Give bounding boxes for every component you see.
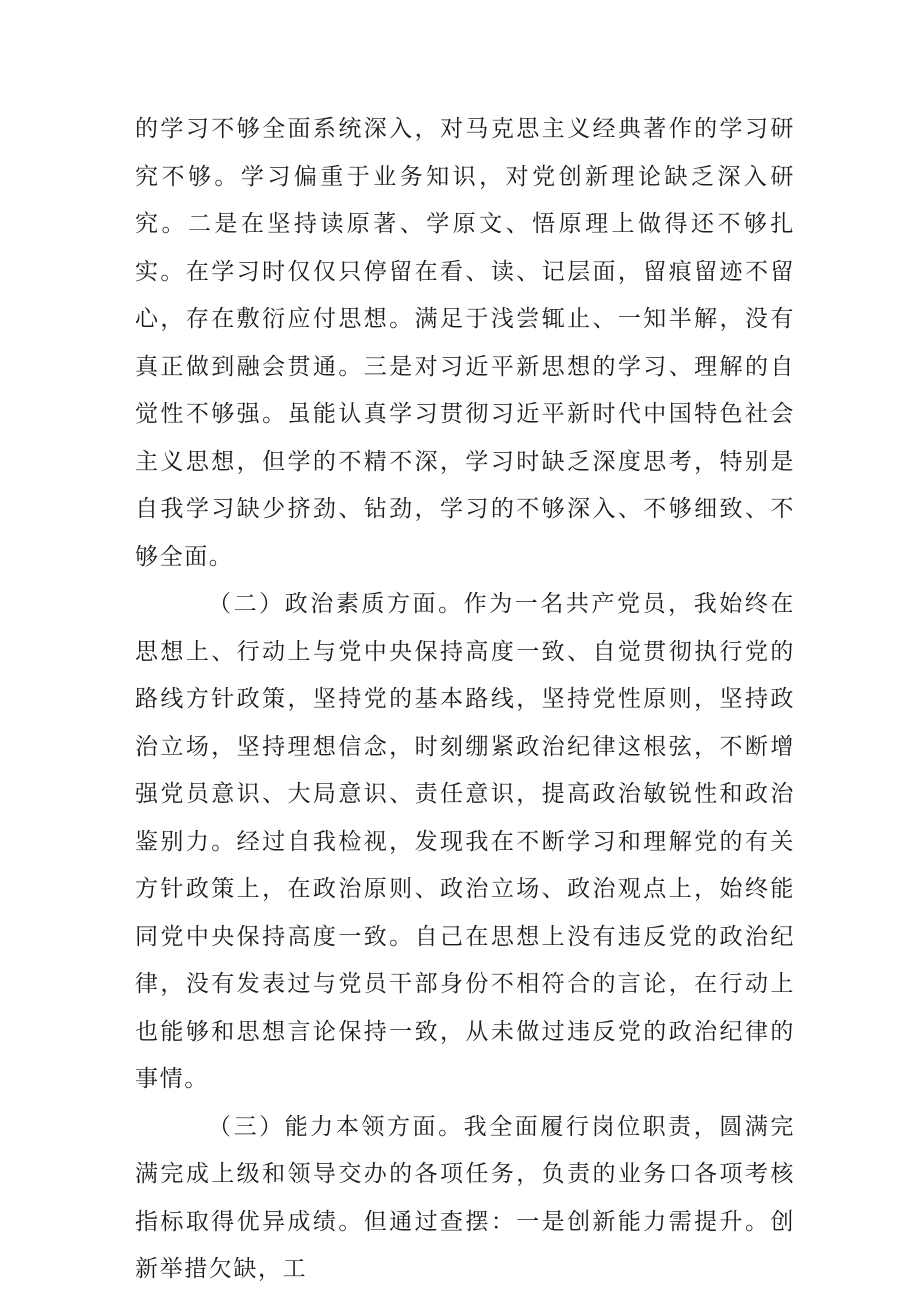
paragraph-3: （三）能力本领方面。我全面履行岗位职责，圆满完满完成上级和领导交办的各项任务，负责的业务口各项考核指标取得优异成绩。但通过查摆：一是创新能力需提升。创新举措欠缺，工 bbox=[135, 1113, 795, 1282]
document-body bbox=[135, 106, 795, 1294]
paragraph-2: （二）政治素质方面。作为一名共产党员，我始终在思想上、行动上与党中央保持高度一致、自觉贯彻执行党的路线方针政策，坚持党的基本路线，坚持党性原则，坚持政治立场，坚持理想信念，时刻绷紧政治纪律这根弦，不断增强党员意识、大局意识、责任意识，提高政治敏锐性和政治鉴别力。经过自我检视，发现我在不断学习和理解党的有关方针政策上，在政治原则、政治立场、政治观点上，始终能同党中央保持高度一致。自己在思想上没有违反党的政治纪律，没有发表过与党员干部身份不相符合的言论，在行动上也能够和思想言论保持一致，从未做过违反党的政治纪律的事情。 bbox=[135, 591, 795, 1092]
paragraph-1: 的学习不够全面系统深入，对马克思主义经典著作的学习研究不够。学习偏重于业务知识，对党创新理论缺乏深入研究。二是在坚持读原著、学原文、悟原理上做得还不够扎实。在学习时仅仅只停留在看、读、记层面，留痕留迹不留心，存在敷衍应付思想。满足于浅尝辄止、一知半解，没有真正做到融会贯通。三是对习近平新思想的学习、理解的自觉性不够强。虽能认真学习贯彻习近平新时代中国特色社会主义思想，但学的不精不深，学习时缺乏深度思考，特别是自我学习缺少挤劲、钻劲，学习的不够深入、不够细致、不够全面。 bbox=[135, 116, 795, 570]
